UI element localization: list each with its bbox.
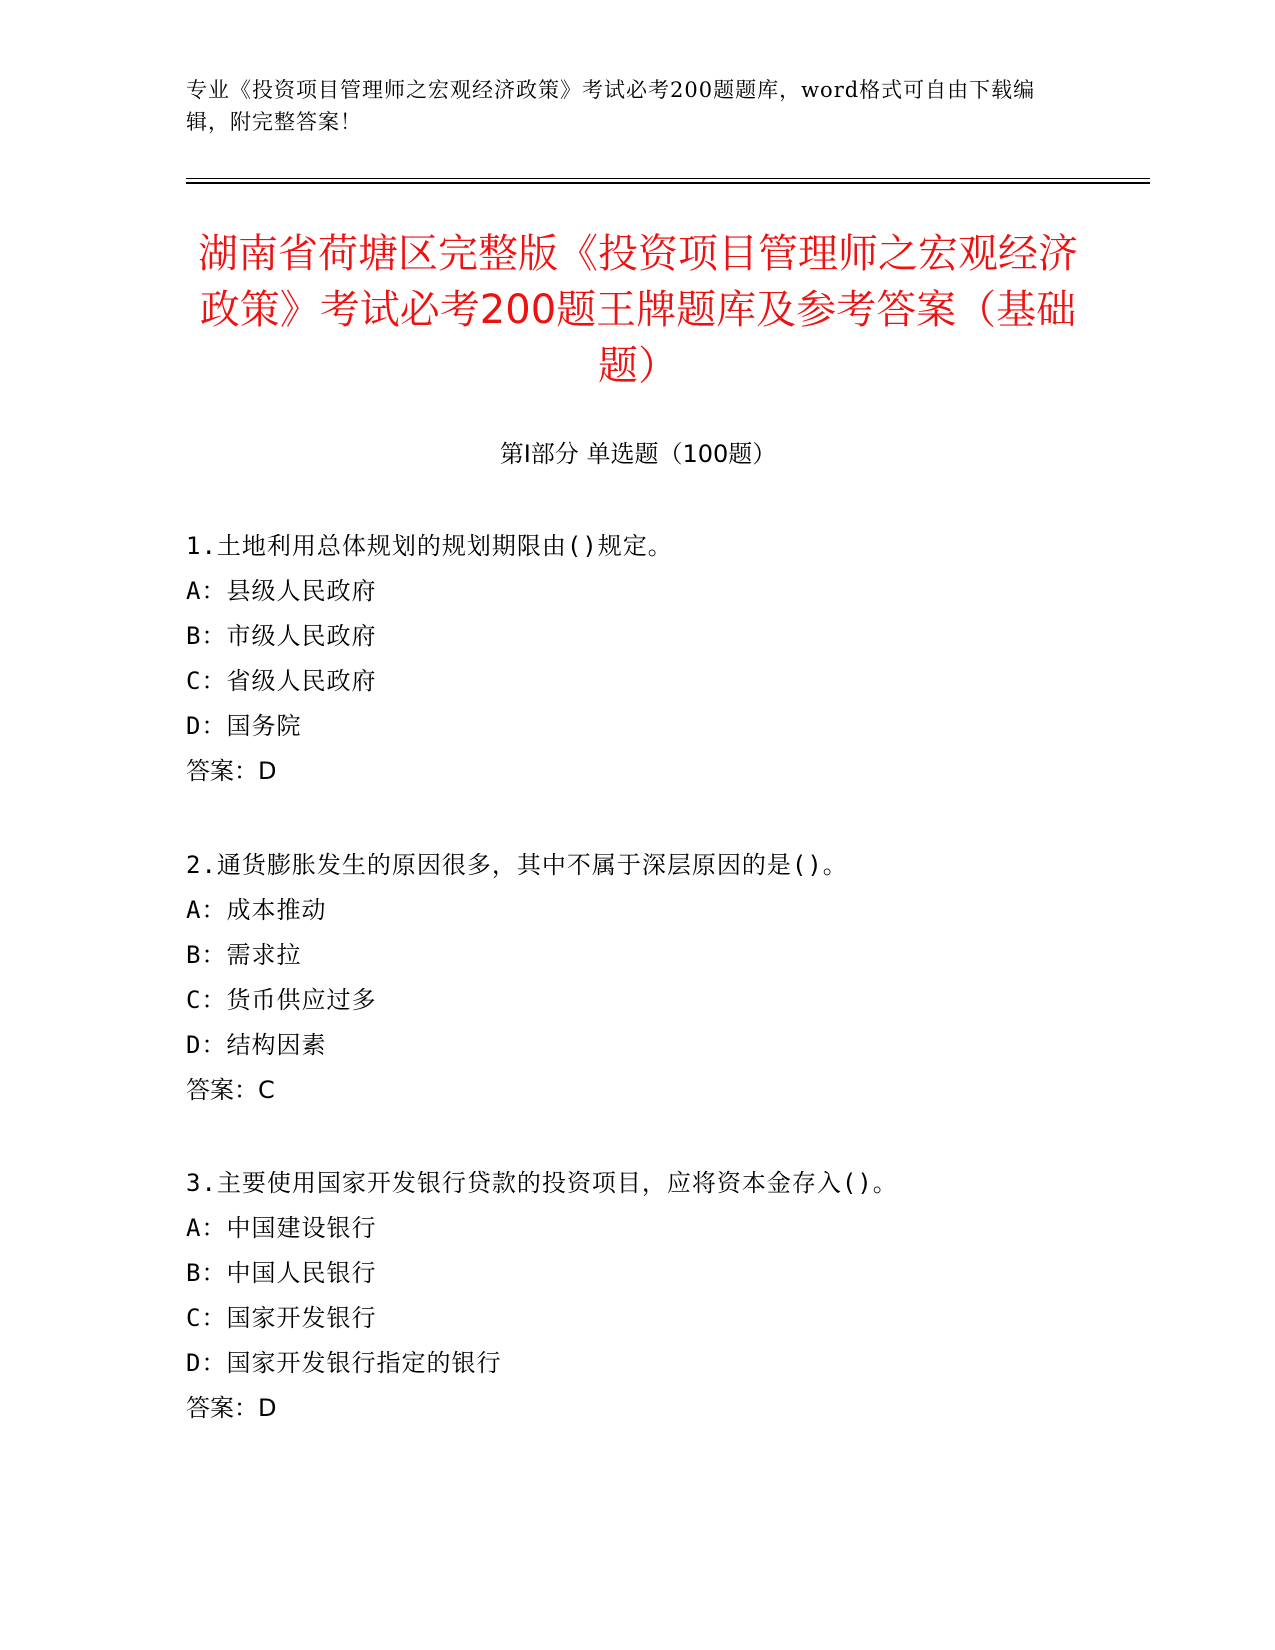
option-b: B：中国人民银行: [186, 1259, 377, 1287]
option-b: B：需求拉: [186, 941, 302, 969]
option-d: D：国务院: [186, 712, 302, 740]
question-stem: 1.土地利用总体规划的规划期限由()规定。: [186, 532, 673, 560]
document-title: 湖南省荷塘区完整版《投资项目管理师之宏观经济政策》考试必考200题王牌题库及参考答案（基础题）: [198, 231, 1078, 389]
question-stem: 2.通货膨胀发生的原因很多，其中不属于深层原因的是()。: [186, 851, 848, 879]
header-divider-thick: [186, 182, 1150, 184]
answer: 答案：D: [186, 1394, 277, 1422]
option-c: C：国家开发银行: [186, 1304, 377, 1332]
option-b: B：市级人民政府: [186, 622, 377, 650]
answer: 答案：D: [186, 757, 277, 785]
header-divider-thin: [186, 178, 1150, 179]
question-3: [186, 1161, 1106, 1431]
answer: 答案：C: [186, 1076, 275, 1104]
header-note: 专业《投资项目管理师之宏观经济政策》考试必考200题题库，word格式可自由下载编辑，附完整答案！: [186, 78, 1036, 134]
option-d: D：国家开发银行指定的银行: [186, 1349, 502, 1377]
option-a: A：县级人民政府: [186, 577, 377, 605]
option-c: C：省级人民政府: [186, 667, 377, 695]
question-stem: 3.主要使用国家开发银行贷款的投资项目，应将资本金存入()。: [186, 1169, 898, 1197]
question-1: [186, 524, 1106, 794]
option-d: D：结构因素: [186, 1031, 327, 1059]
option-c: C：货币供应过多: [186, 986, 377, 1014]
question-2: [186, 843, 1106, 1113]
section-heading: 第Ⅰ部分 单选题（100题）: [499, 440, 777, 468]
option-a: A：中国建设银行: [186, 1214, 377, 1242]
option-a: A：成本推动: [186, 896, 327, 924]
